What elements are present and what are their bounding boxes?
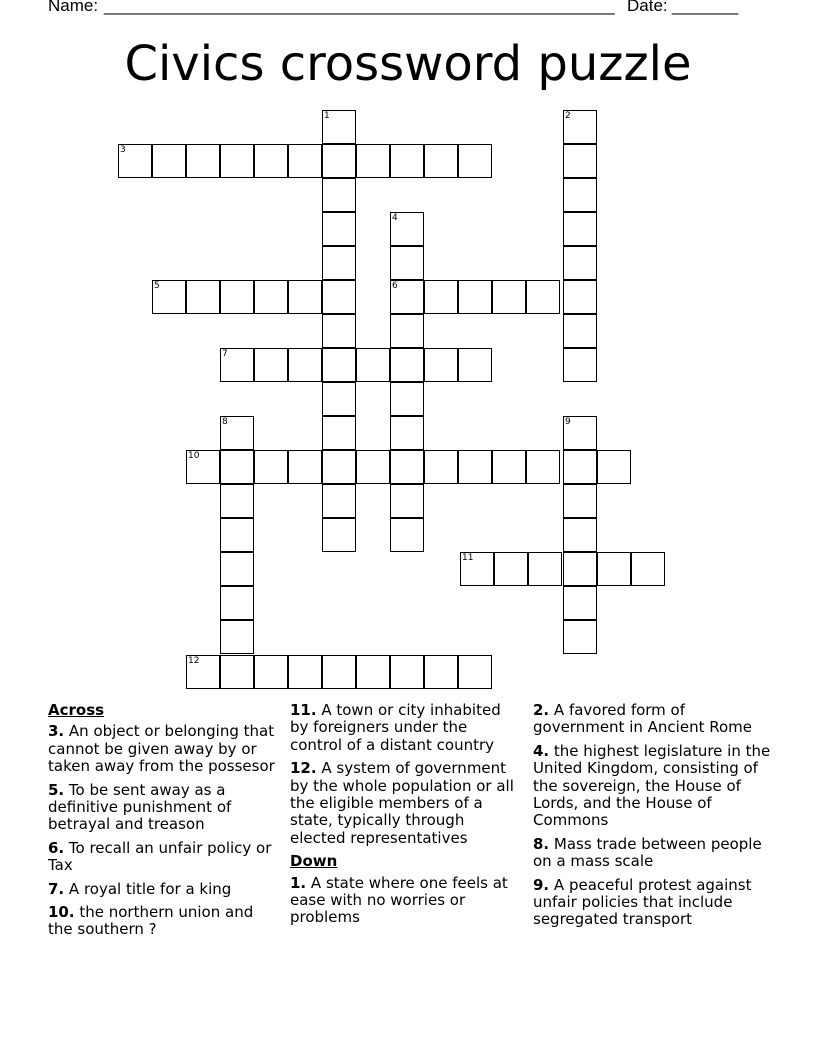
- clue-number: 11: [462, 553, 474, 563]
- crossword-cell[interactable]: [390, 655, 424, 689]
- clue-across-11: 11. A town or city inhabited by foreigners under the control of a distant country: [290, 701, 501, 754]
- crossword-cell[interactable]: [424, 280, 458, 314]
- crossword-cell[interactable]: [186, 450, 220, 484]
- crossword-cell[interactable]: [220, 450, 254, 484]
- clues-column-3: [533, 702, 773, 935]
- date-label: Date:: [627, 0, 673, 15]
- crossword-cell[interactable]: [563, 348, 597, 382]
- crossword-cell[interactable]: [288, 450, 322, 484]
- crossword-cell[interactable]: [458, 450, 492, 484]
- crossword-cell[interactable]: [458, 144, 492, 178]
- crossword-cell[interactable]: [220, 518, 254, 552]
- crossword-cell[interactable]: [390, 450, 424, 484]
- crossword-cell[interactable]: [220, 620, 254, 654]
- crossword-cell[interactable]: [186, 655, 220, 689]
- crossword-cell[interactable]: [322, 450, 356, 484]
- crossword-cell[interactable]: [322, 382, 356, 416]
- clue-number: 1: [324, 111, 330, 121]
- crossword-cell[interactable]: [322, 280, 356, 314]
- crossword-cell[interactable]: [563, 450, 597, 484]
- clue-number: 6: [392, 281, 398, 291]
- crossword-cell[interactable]: [458, 280, 492, 314]
- crossword-cell[interactable]: [390, 280, 424, 314]
- crossword-cell[interactable]: [424, 144, 458, 178]
- crossword-cell[interactable]: [631, 552, 665, 586]
- crossword-cell[interactable]: [322, 144, 356, 178]
- clue-number: 7: [222, 349, 228, 359]
- crossword-cell[interactable]: [563, 586, 597, 620]
- name-line[interactable]: ______________________________________________________: [104, 0, 615, 15]
- crossword-cell[interactable]: [390, 212, 424, 246]
- crossword-cell[interactable]: [424, 450, 458, 484]
- crossword-cell[interactable]: [526, 280, 560, 314]
- crossword-cell[interactable]: [356, 348, 390, 382]
- crossword-cell[interactable]: [356, 144, 390, 178]
- crossword-cell[interactable]: [322, 484, 356, 518]
- clue-across-7: 7. A royal title for a king: [48, 879, 232, 898]
- crossword-cell[interactable]: [322, 314, 356, 348]
- crossword-cell[interactable]: [322, 416, 356, 450]
- crossword-cell[interactable]: [563, 484, 597, 518]
- crossword-cell[interactable]: [597, 552, 631, 586]
- crossword-cell[interactable]: [356, 655, 390, 689]
- clue-down-1: 1. A state where one feels at ease with no worries or problems: [290, 873, 508, 927]
- crossword-cell[interactable]: [152, 280, 186, 314]
- crossword-cell[interactable]: [390, 348, 424, 382]
- crossword-cell[interactable]: [563, 212, 597, 246]
- crossword-cell[interactable]: [356, 450, 390, 484]
- crossword-cell[interactable]: [390, 144, 424, 178]
- crossword-cell[interactable]: [288, 280, 322, 314]
- crossword-cell[interactable]: [390, 314, 424, 348]
- name-label: Name:: [48, 0, 103, 15]
- crossword-cell[interactable]: [492, 450, 526, 484]
- crossword-cell[interactable]: [118, 144, 152, 178]
- crossword-cell[interactable]: [322, 110, 356, 144]
- crossword-cell[interactable]: [390, 518, 424, 552]
- crossword-cell[interactable]: [220, 586, 254, 620]
- crossword-cell[interactable]: [254, 144, 288, 178]
- clue-down-8: 8. Mass trade between people on a mass scale: [533, 834, 762, 871]
- crossword-cell[interactable]: [563, 518, 597, 552]
- clue-across-6: 6. To recall an unfair policy or Tax: [48, 838, 272, 875]
- crossword-cell[interactable]: [322, 246, 356, 280]
- crossword-cell[interactable]: [220, 484, 254, 518]
- crossword-cell[interactable]: [288, 655, 322, 689]
- clue-number: 2: [565, 111, 571, 121]
- crossword-cell[interactable]: [424, 348, 458, 382]
- crossword-cell[interactable]: [322, 178, 356, 212]
- clue-across-3: 3. An object or belonging that cannot be given away by or taken away from the possesor: [48, 722, 275, 776]
- clue-across-12: 12. A system of government by the whole population or all the eligible members of a state, typically through elected representatives: [290, 759, 514, 847]
- clue-number: 10: [188, 451, 200, 461]
- crossword-cell[interactable]: [220, 348, 254, 382]
- crossword-cell[interactable]: [322, 518, 356, 552]
- crossword-cell[interactable]: [322, 348, 356, 382]
- crossword-cell[interactable]: [152, 144, 186, 178]
- clue-number: 9: [565, 417, 571, 427]
- clue-across-5: 5. To be sent away as a definitive punishment of betrayal and treason: [48, 780, 232, 834]
- crossword-cell[interactable]: [288, 348, 322, 382]
- clue-across-10: 10. the northern union and the southern ?: [48, 903, 254, 939]
- crossword-cell[interactable]: [563, 246, 597, 280]
- page-title: Civics crossword puzzle: [124, 36, 692, 92]
- crossword-cell[interactable]: [526, 450, 560, 484]
- crossword-cell[interactable]: [254, 348, 288, 382]
- clue-number: 3: [120, 145, 126, 155]
- clues-column-1: [48, 702, 280, 945]
- crossword-cell[interactable]: [288, 144, 322, 178]
- clue-number: 4: [392, 213, 398, 223]
- crossword-cell[interactable]: [390, 246, 424, 280]
- crossword-cell[interactable]: [458, 348, 492, 382]
- crossword-cell[interactable]: [424, 655, 458, 689]
- crossword-cell[interactable]: [322, 212, 356, 246]
- clue-down-4: 4. the highest legislature in the United Kingdom, consisting of the sovereign, the House of Lords, and the House of Commons: [533, 741, 771, 830]
- crossword-cell[interactable]: [492, 280, 526, 314]
- crossword-cell[interactable]: [458, 655, 492, 689]
- crossword-cell[interactable]: [563, 178, 597, 212]
- crossword-cell[interactable]: [460, 552, 494, 586]
- crossword-cell[interactable]: [220, 416, 254, 450]
- down-heading: Down: [290, 852, 338, 871]
- crossword-cell[interactable]: [186, 280, 220, 314]
- crossword-cell[interactable]: [254, 450, 288, 484]
- crossword-cell[interactable]: [563, 314, 597, 348]
- crossword-cell[interactable]: [563, 110, 597, 144]
- date-line[interactable]: _______: [672, 0, 739, 15]
- crossword-cell[interactable]: [390, 382, 424, 416]
- crossword-cell[interactable]: [254, 280, 288, 314]
- crossword-cell[interactable]: [563, 552, 597, 586]
- clues-column-2: [290, 702, 522, 933]
- clue-down-9: 9. A peaceful protest against unfair policies that include segregated transport: [533, 875, 752, 929]
- across-heading: Across: [48, 701, 105, 719]
- crossword-cell[interactable]: [563, 280, 597, 314]
- clue-down-2: 2. A favored form of government in Ancient Rome: [533, 701, 752, 737]
- crossword-cell[interactable]: [220, 552, 254, 586]
- crossword-cell[interactable]: [220, 280, 254, 314]
- crossword-cell[interactable]: [494, 552, 528, 586]
- clue-number: 12: [188, 656, 200, 666]
- crossword-cell[interactable]: [563, 416, 597, 450]
- crossword-cell[interactable]: [390, 416, 424, 450]
- crossword-cell[interactable]: [254, 655, 288, 689]
- crossword-cell[interactable]: [322, 655, 356, 689]
- clue-number: 8: [222, 417, 228, 427]
- crossword-cell[interactable]: [563, 144, 597, 178]
- clue-number: 5: [154, 281, 160, 291]
- crossword-cell[interactable]: [390, 484, 424, 518]
- crossword-cell[interactable]: [597, 450, 631, 484]
- crossword-cell[interactable]: [186, 144, 220, 178]
- crossword-cell[interactable]: [220, 655, 254, 689]
- crossword-cell[interactable]: [528, 552, 562, 586]
- crossword-cell[interactable]: [220, 144, 254, 178]
- crossword-cell[interactable]: [563, 620, 597, 654]
